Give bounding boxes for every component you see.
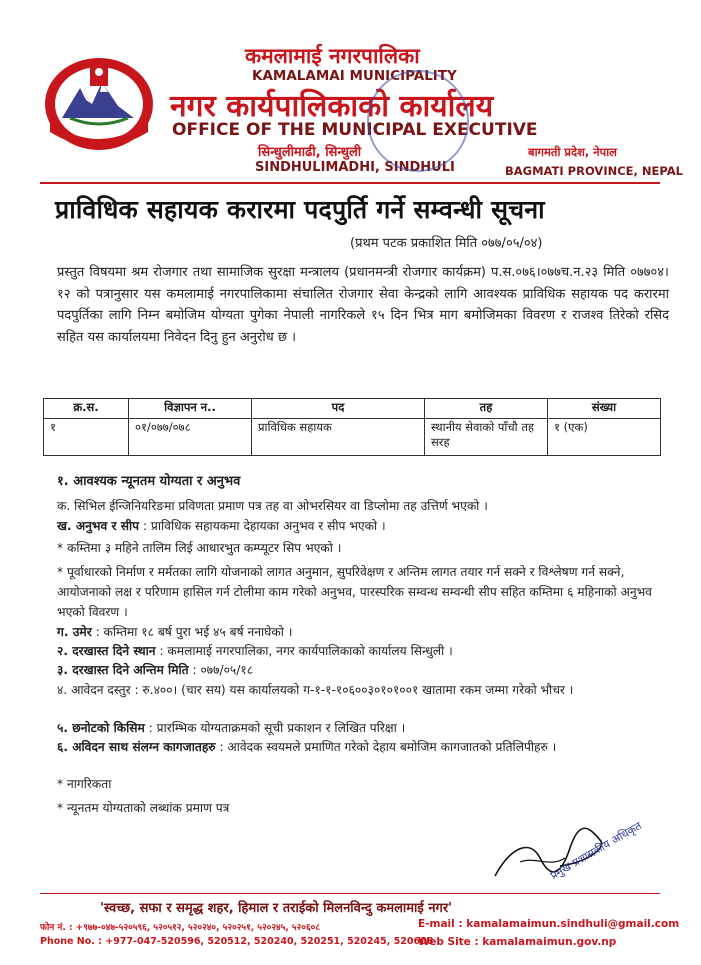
table-header: संख्या [548, 399, 661, 419]
notice-subtitle: (प्रथम पटक प्रकाशित मिति ०७७/०५/०४) [350, 236, 543, 251]
section-5-label: ५. छनोटको किसिम [57, 721, 145, 735]
table-cell: १ (एक) [548, 419, 661, 456]
province-np: बागमती प्रदेश, नेपाल [528, 145, 617, 159]
section-6-item-2: * न्यूनतम योग्यताको लब्धांक प्रमाण पत्र [57, 801, 230, 815]
table-cell: स्थानीय सेवाको पाँचौ तह सरह [425, 419, 548, 456]
table-cell: प्राविधिक सहायक [252, 419, 425, 456]
office-name-np: नगर कार्यपालिकाको कार्यालय [170, 89, 494, 124]
section-6-item-1: * नागरिकता [57, 777, 112, 791]
table-header: क्र.स. [44, 399, 129, 419]
office-name-en: OFFICE OF THE MUNICIPAL EXECUTIVE [172, 120, 538, 140]
section-4: ४. आवेदन दस्तुर : रु.४००। (चार सय) यस कार्यालयको ग-१-१-१०६००३०१०१००१ खातामा रकम जम्मा गरेको भौचर । [57, 683, 574, 697]
section-1b-text: : प्राविधिक सहायकमा देहायका अनुभव र सीप भएको । [142, 519, 386, 533]
section-6 [57, 737, 672, 757]
footer-email[interactable]: E-mail : kamalamaimun.sindhuli@gmail.com [418, 918, 680, 930]
section-1c-label: ग. उमेर [57, 625, 92, 639]
section-2-text: : कमलामाई नगरपालिका, नगर कार्यपालिकाको कार्यालय सिन्धुली । [159, 644, 453, 658]
table-row [44, 419, 661, 456]
footer-website[interactable]: Web Site : kamalamaimun.gov.np [418, 936, 617, 948]
vacancy-table [43, 398, 661, 456]
section-2-label: २. दरखास्त दिने स्थान [57, 644, 156, 658]
footer-phone-np: फोन नं. : +९७७-०४७-५२०५९६, ५२०५१२, ५२०२४०, ५२०२५१, ५२०२४५, ५२०६०८ [40, 923, 321, 933]
section-3 [57, 660, 672, 680]
table-header-row [44, 399, 661, 419]
section-2 [57, 641, 672, 661]
section-1c-text: : कम्तिमा १८ बर्ष पुरा भई ४५ बर्ष ननाघेको । [95, 625, 293, 639]
province-en: BAGMATI PROVINCE, NEPAL [505, 164, 683, 178]
table-header: पद [252, 399, 425, 419]
municipality-name-en: KAMALAMAI MUNICIPALITY [252, 68, 457, 84]
section-1b [57, 516, 672, 536]
section-3-label: ३. दरखास्त दिने अन्तिम मिति [57, 663, 189, 677]
designation-stamp: प्रमुख प्रशासकीय अधिकृत [548, 819, 644, 883]
section-1a: क. सिभिल ईन्जिनियरिङमा प्रविणता प्रमाण पत्र तह वा ओभरसियर वा डिप्लोमा तह उत्तिर्ण भएको । [57, 499, 488, 513]
office-stamp-icon [367, 70, 469, 172]
section-6-label: ६. अविदन साथ संलग्न कागजातहरु [57, 740, 216, 754]
section-5 [57, 718, 672, 738]
table-cell: ०१/०७७/०७८ [129, 419, 252, 456]
section-1b-label: ख. अनुभव र सीप [57, 519, 140, 533]
table-header: तह [425, 399, 548, 419]
section-5-text: : प्रारम्भिक योग्यताक्रमको सूची प्रकाशन र लिखित परिक्षा । [148, 721, 406, 735]
section-1b1: * कम्तिमा ३ महिने तालिम लिई आधारभुत कम्प्यूटर सिप भएको । [57, 541, 342, 555]
section-6-text: : आवेदक स्वयमले प्रमाणित गरेको देहाय बमोजिम कागजातको प्रतिलिपीहरु । [219, 740, 557, 754]
municipality-name-np: कमलामाई नगरपालिका [245, 44, 420, 68]
footer-phone-en: Phone No. : +977-047-520596, 520512, 520240, 520251, 520245, 520608 [40, 936, 434, 947]
header-divider [40, 182, 660, 184]
section-1-title: १. आवश्यक न्यूनतम योग्यता र अनुभव [57, 474, 241, 489]
section-3-text: : ०७७/०५/१८ [192, 663, 254, 677]
notice-intro: प्रस्तुत विषयमा श्रम रोजगार तथा सामाजिक सुरक्षा मन्त्रालय (प्रधानमन्त्री रोजगार कार्यक्रम) प.स.०७६।०७७च.न.२३ मिति ०७७०४।१२ को पत्रानुसार यस कमलामाई नगरपालिकामा संचालित रोजगार सेवा केन्द्रको लागि आवश्यक प्राविधिक सहायक पद करारमा पदपुर्तिका लागि निम्न बमोजिम योग्यता पुगेका नेपाली नागरिकले १५ दिन भित्र माग बमोजिमका विवरण र राजश्व तिरेको रसिद सहित यस कार्यालयमा निवेदन दिनु हुन अनुरोध छ । [57, 265, 669, 345]
notice-title: प्राविधिक सहायक करारमा पदपुर्ति गर्ने सम्वन्धी सूचना [55, 195, 545, 224]
section-1c [57, 622, 672, 642]
nepal-emblem-icon [40, 52, 158, 154]
footer-slogan: 'स्वच्छ, सफा र समृद्ध शहर, हिमाल र तराईको मिलनविन्दु कमलामाई नगर' [100, 901, 453, 916]
table-cell: १ [44, 419, 129, 456]
table-header: विज्ञापन न.. [129, 399, 252, 419]
location-np: सिन्धुलीमाढी, सिन्धुली [258, 145, 362, 160]
footer-divider [40, 893, 660, 894]
location-en: SINDHULIMADHI, SINDHULI [255, 160, 455, 175]
section-1b2: * पूर्वाधारको निर्माण र मर्मतका लागि योजनाको लागत अनुमान, सुपरिवेक्षण र अन्तिम लागत तयार गर्न सक्ने र विश्लेषण गर्न सक्ने, आयोजनाको लक्ष र परिणाम हासिल गर्न टोलीमा काम गरेको अनुभव, पारस्परिक सम्वन्ध सम्वन्धी सीप सहित कम्तिमा ६ महिनाको अनुभव भएको विवरण । [57, 565, 652, 619]
